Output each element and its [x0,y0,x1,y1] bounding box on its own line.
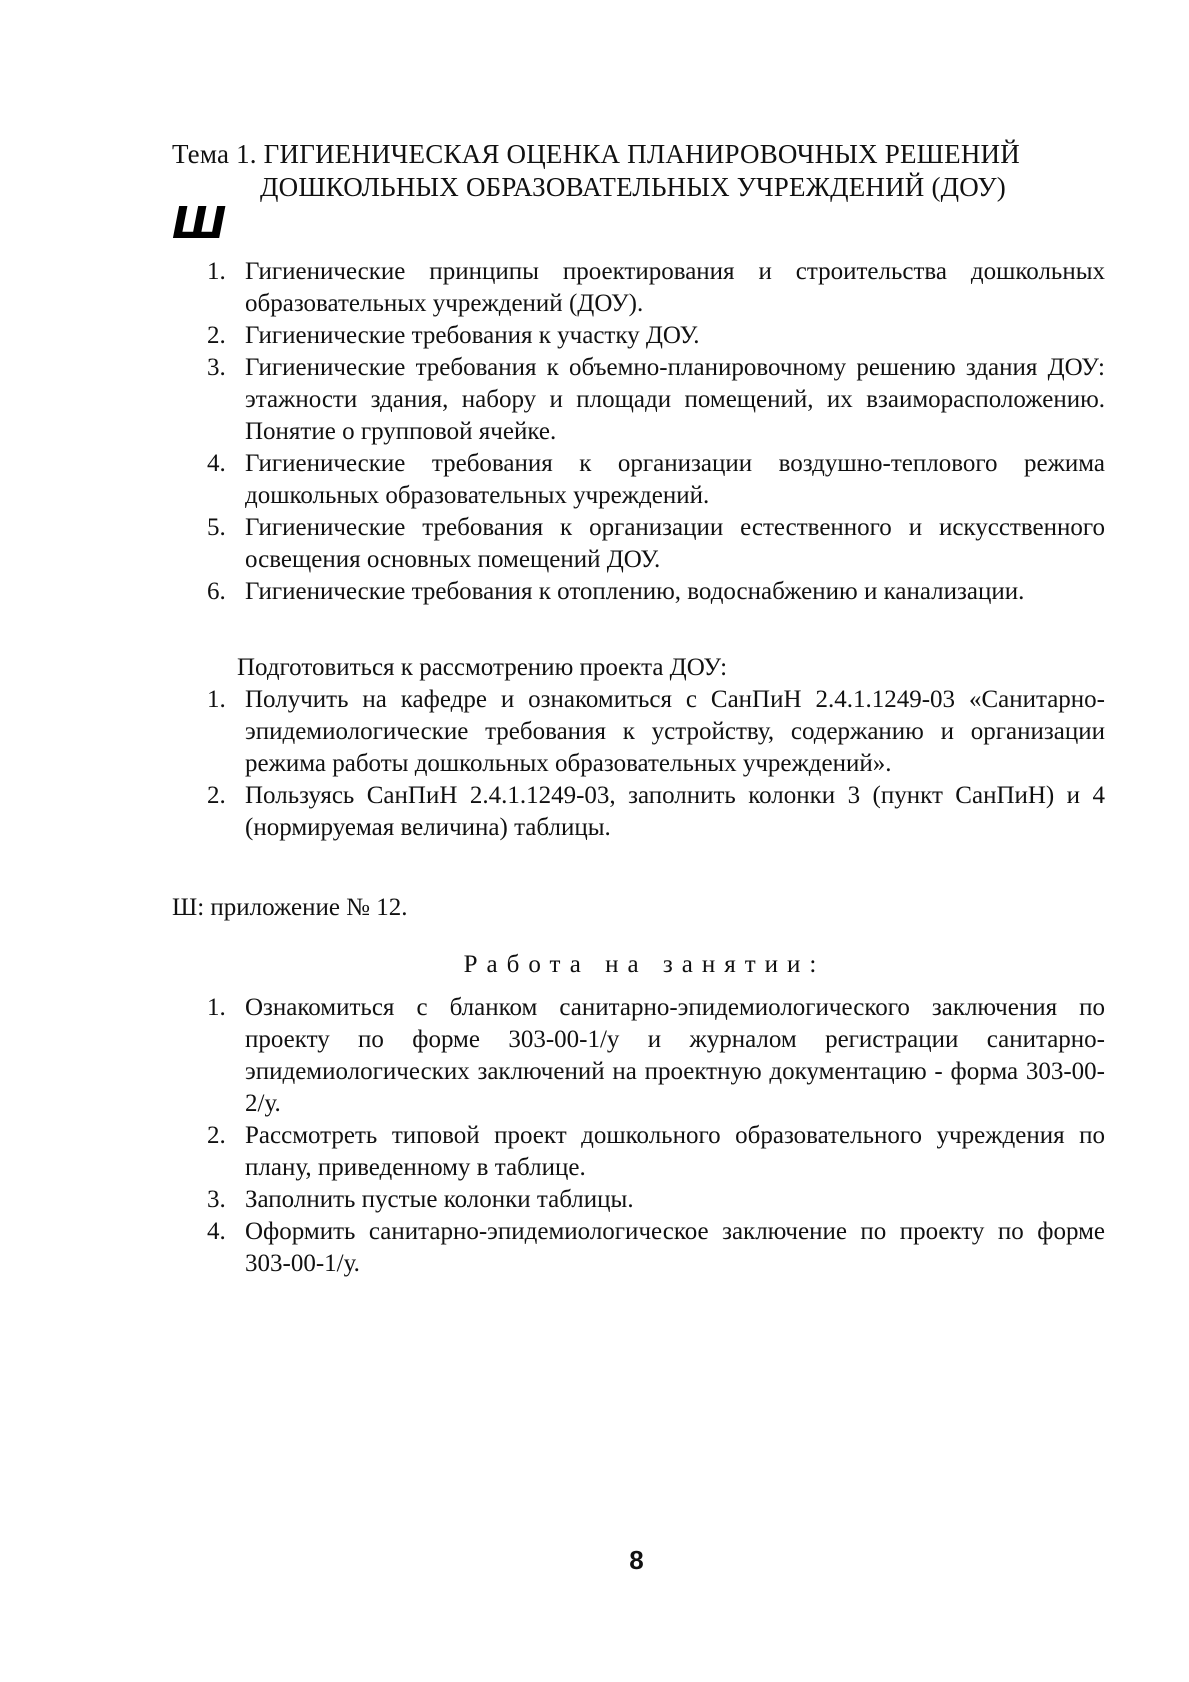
item-number: 4. [207,450,226,477]
item-number: 1. [207,258,226,285]
item-number: 1. [207,686,226,713]
list-item [0,256,1105,320]
title-line-2: ДОШКОЛЬНЫХ ОБРАЗОВАТЕЛЬНЫХ УЧРЕЖДЕНИЙ (ДОУ) [260,172,1006,202]
item-text: Рассмотреть типовой проект дошкольного образовательного учреждения по плану, приведенному в таблице. [245,1122,1105,1181]
list-item [0,512,1105,576]
list-item [0,992,1105,1120]
list-item [0,1216,1105,1280]
item-text: Ознакомиться с бланком санитарно-эпидемиологического заключения по проекту по форме 303-00-1/у и журналом регистрации санитарно-эпидемиологических заключений на проектную документацию - форма 303-00-2/у. [245,994,1105,1117]
preparation-intro: Подготовиться к рассмотрению проекта ДОУ: [237,654,728,681]
list-item [0,576,1105,608]
item-number: 5. [207,514,226,541]
item-text: Получить на кафедре и ознакомиться с СанПиН 2.4.1.1249-03 «Санитарно-эпидемиологические требования к устройству, содержанию и организации режима работы дошкольных образовательных учреждений». [245,686,1105,777]
page-number: 8 [629,1545,644,1575]
work-heading: Работа на занятии: [463,951,826,978]
list-item [0,448,1105,512]
item-text: Гигиенические требования к отоплению, водоснабжению и канализации. [245,578,1025,605]
work-list [0,992,1105,1280]
item-text: Гигиенические требования к организации воздушно-теплового режима дошкольных образовательных учреждений. [245,450,1105,509]
list-item [0,780,1105,844]
item-text: Пользуясь СанПиН 2.4.1.1249-03, заполнить колонки 3 (пункт СанПиН) и 4 (нормируемая величина) таблицы. [245,782,1105,841]
item-number: 3. [207,1186,226,1213]
item-number: 2. [207,1122,226,1149]
section-symbol-icon: Ш [172,198,227,249]
item-number: 2. [207,322,226,349]
item-text: Оформить санитарно-эпидемиологическое заключение по проекту по форме 303-00-1/у. [245,1218,1105,1277]
item-number: 2. [207,782,226,809]
list-item [0,1120,1105,1184]
preparation-list [0,684,1105,844]
item-text: Гигиенические требования к объемно-планировочному решению здания ДОУ: этажности здания, набору и площади помещений, их взаиморасположению. Понятие о групповой ячейке. [245,354,1105,445]
appendix-reference: Ш: приложение № 12. [172,894,408,921]
item-number: 1. [207,994,226,1021]
list-item [0,1184,1105,1216]
item-text: Гигиенические требования к участку ДОУ. [245,322,700,349]
item-text: Заполнить пустые колонки таблицы. [245,1186,634,1213]
item-text: Гигиенические требования к организации естественного и искусственного освещения основных помещений ДОУ. [245,514,1105,573]
item-number: 4. [207,1218,226,1245]
item-text: Гигиенические принципы проектирования и строительства дошкольных образовательных учреждений (ДОУ). [245,258,1105,317]
list-item [0,320,1105,352]
questions-list [0,256,1105,608]
list-item [0,684,1105,780]
list-item [0,352,1105,448]
title-line-1: Тема 1. ГИГИЕНИЧЕСКАЯ ОЦЕНКА ПЛАНИРОВОЧНЫХ РЕШЕНИЙ [172,139,1020,169]
page-title [172,138,1112,204]
item-number: 6. [207,578,226,605]
item-number: 3. [207,354,226,381]
